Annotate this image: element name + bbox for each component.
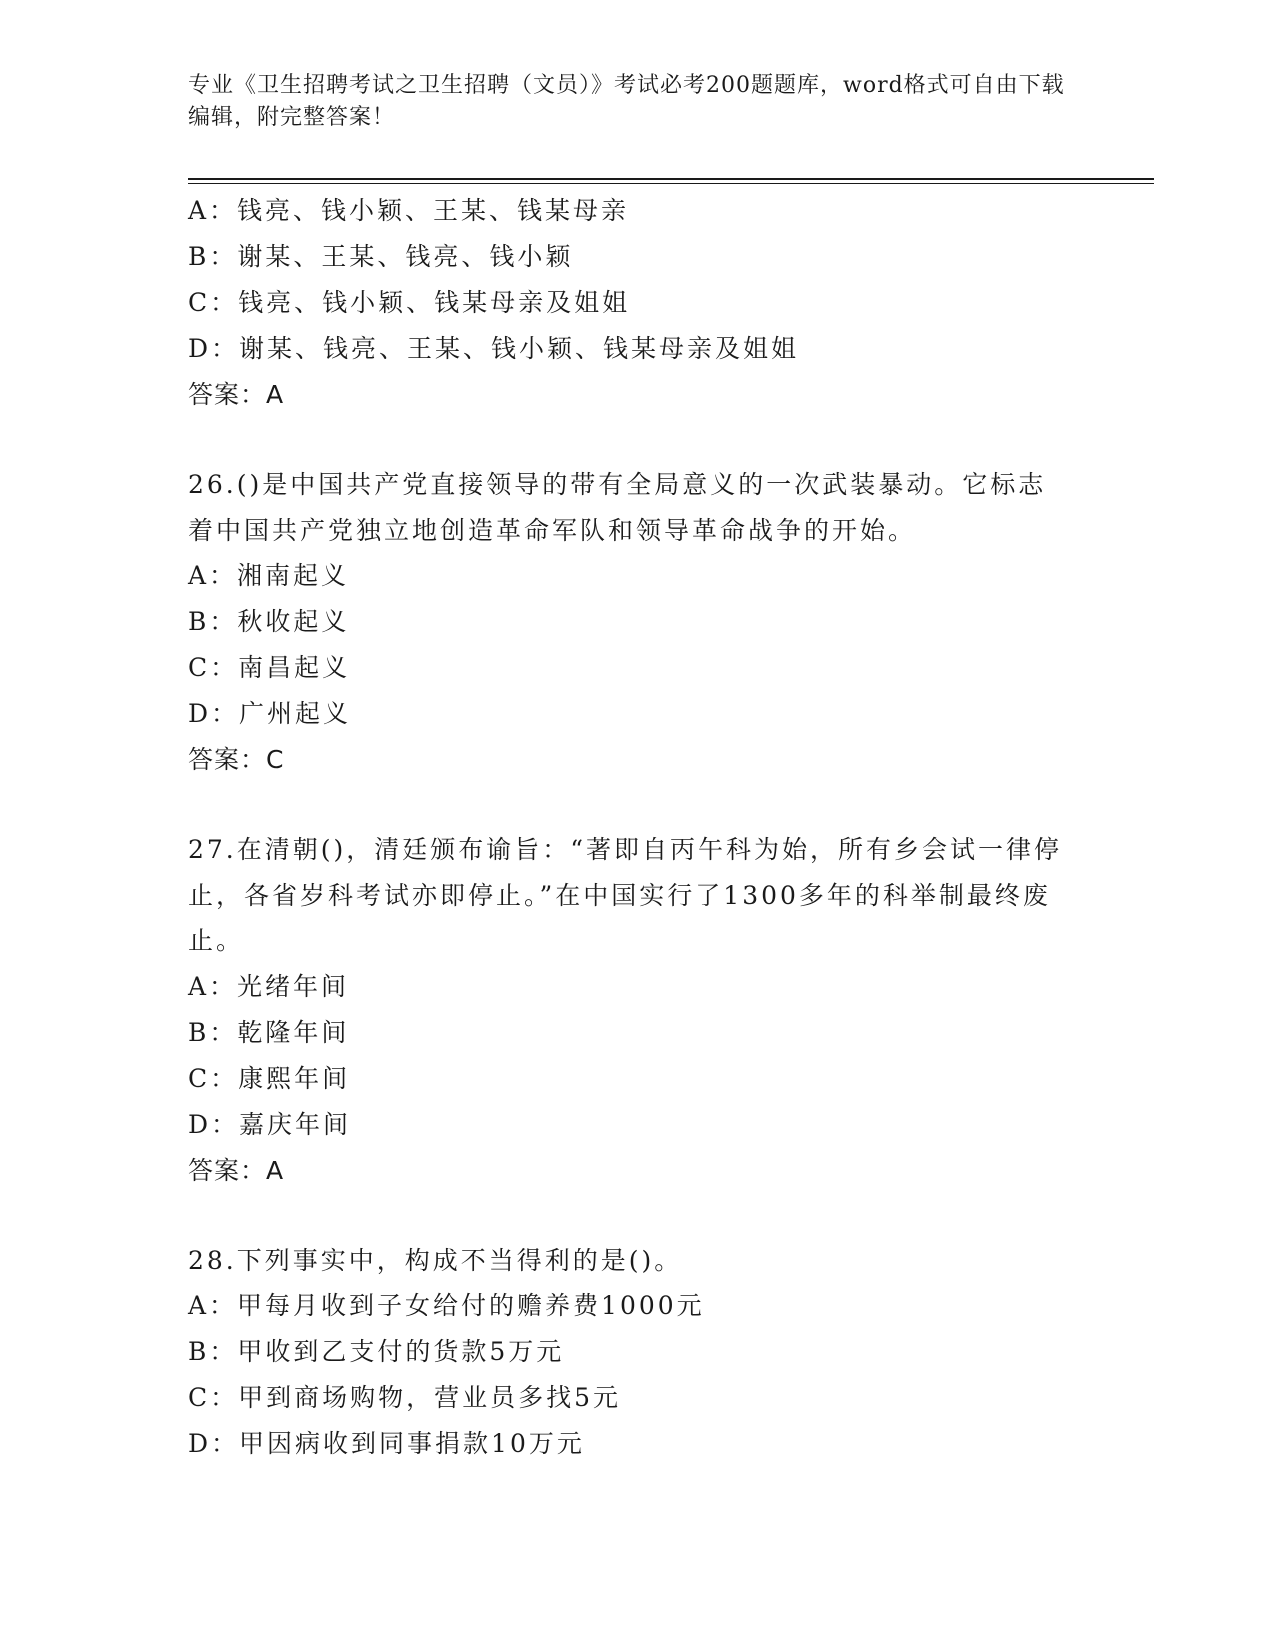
question-stem: 28.下列事实中，构成不当得利的是()。 (188, 1245, 683, 1275)
option-a: A：光绪年间 (188, 971, 350, 1001)
option-c: C：钱亮、钱小颖、钱某母亲及姐姐 (188, 288, 631, 317)
option-a: A：湘南起义 (188, 561, 350, 590)
option-c: C：甲到商场购物，营业员多找5元 (188, 1383, 622, 1412)
question-content (188, 188, 1088, 1467)
question-block-27 (188, 827, 1088, 1194)
question-block-prev (188, 188, 1088, 418)
question-block-28 (188, 1238, 1088, 1468)
option-b: B：谢某、王某、钱亮、钱小颖 (188, 242, 574, 271)
question-stem: 26.()是中国共产党直接领导的带有全局意义的一次武装暴动。它标志着中国共产党独立地创造革命军队和领导革命战争的开始。 (188, 470, 1047, 545)
answer-line: 答案：A (188, 1155, 285, 1185)
option-d: D：广州起义 (188, 699, 352, 728)
option-a: A：钱亮、钱小颖、王某、钱某母亲 (188, 196, 630, 225)
answer-line: 答案：A (188, 380, 285, 409)
question-block-26 (188, 462, 1088, 783)
option-c: C：康熙年间 (188, 1063, 351, 1093)
question-stem: 27.在清朝()，清廷颁布谕旨：“著即自丙午科为始，所有乡会试一律停止，各省岁科考试亦即停止。”在中国实行了1300多年的科举制最终废止。 (188, 835, 1063, 955)
option-b: B：乾隆年间 (188, 1017, 350, 1047)
document-header: 专业《卫生招聘考试之卫生招聘（文员）》考试必考200题题库，word格式可自由下载编辑，附完整答案！ (188, 73, 1065, 130)
option-d: D：嘉庆年间 (188, 1109, 352, 1139)
answer-line: 答案：C (188, 745, 285, 774)
option-d: D：谢某、钱亮、王某、钱小颖、钱某母亲及姐姐 (188, 334, 800, 363)
option-c: C：南昌起义 (188, 653, 351, 682)
header-rule-thin (188, 183, 1154, 184)
option-b: B：秋收起义 (188, 607, 350, 636)
header-rule-thick (188, 178, 1154, 180)
option-b: B：甲收到乙支付的货款5万元 (188, 1337, 565, 1366)
option-a: A：甲每月收到子女给付的赡养费1000元 (188, 1291, 705, 1320)
option-d: D：甲因病收到同事捐款10万元 (188, 1429, 585, 1458)
